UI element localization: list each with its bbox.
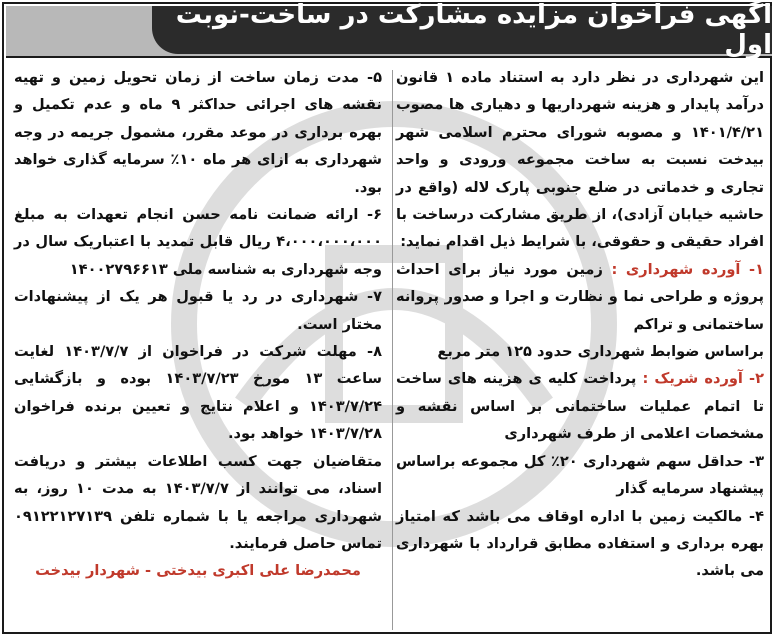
- right-column: [396, 64, 764, 630]
- item-6: ۶- ارائه ضمانت نامه حسن انجام تعهدات به مبلغ ۴،۰۰۰،۰۰۰،۰۰۰ ریال قابل تمدید با اعتباریک سال در وجه شهرداری به شناسه ملی ۱۴۰۰۲۷۹۶۶۱۳: [14, 206, 382, 278]
- item-7: ۷- شهرداری در رد یا قبول هر یک از پیشنهادات مختار است.: [14, 288, 382, 333]
- column-divider: [392, 70, 393, 630]
- item-2: [396, 365, 764, 447]
- item-1-extra: براساس ضوابط شهرداری حدود ۱۲۵ متر مربع: [437, 343, 764, 361]
- title-band: [6, 0, 772, 60]
- item-1-text: زمین مورد نیاز برای احداث پروژه و طراحی نما و نظارت و اجرا و صدور پروانه ساختمانی و تراکم: [396, 260, 764, 333]
- item-4: ۴- مالکیت زمین با اداره اوقاف می باشد که امتیاز بهره برداری و استفاده مطابق قرارداد با شهرداری می باشد.: [396, 507, 764, 580]
- signature: محمدرضا علی اکبری بیدختی - شهردار بیدخت: [35, 562, 361, 580]
- left-column: [14, 64, 382, 630]
- contact-paragraph: متقاضیان جهت کسب اطلاعات بیشتر و دریافت اسناد، می توانند از ۱۴۰۳/۷/۷ به مدت ۱۰ روز، به شهرداری مراجعه یا با شماره تلفن ۰۹۱۲۲۱۲۷۱۳۹ تماس حاصل فرمایند.: [14, 452, 382, 552]
- item-1: [396, 256, 764, 338]
- item-3: ۳- حداقل سهم شهرداری ۲۰٪ کل مجموعه براساس پیشنهاد سرمایه گذار: [396, 452, 764, 498]
- item-1-label: ۱- آورده شهرداری :: [611, 260, 764, 278]
- item-2-text: پرداخت کلیه ی هزینه های ساخت تا اتمام عملیات ساختمانی بر اساس نقشه و مشخصات اعلامی از طرف شهرداری: [396, 370, 764, 443]
- intro-paragraph: این شهرداری در نظر دارد به استناد ماده ۱ قانون درآمد پایدار و هزینه شهرداریها و دهیاری ها مصوب ۱۴۰۱/۴/۲۱ و مصوبه شورای محترم اسلامی شهر بیدخت نسبت به ساخت مجموعه ورودی و واحد تجاری و خدماتی در ضلع جنوبی پارک لاله (واقع در حاشیه خیابان آزادی)، از طریق مشارکت درساخت با افراد حقیقی و حقوقی، با شرایط ذیل اقدام نماید:: [396, 69, 765, 251]
- announcement-frame: [2, 2, 772, 634]
- announcement-title: آگهی فراخوان مزایده مشارکت در ساخت-نوبت اول: [152, 6, 772, 54]
- announcement-body: [10, 64, 770, 634]
- item-2-label: ۲- آورده شریک :: [642, 370, 764, 388]
- item-5: ۵- مدت زمان ساخت از زمان تحویل زمین و تهیه نقشه های اجرائی حداکثر ۹ ماه و عدم تکمیل و بهره برداری در موعد مقرر، مشمول جریمه در وجه شهرداری به ازای هر ماه ۱۰٪ سرمایه گذاری خواهد بود.: [14, 69, 382, 196]
- item-8: ۸- مهلت شرکت در فراخوان از ۱۴۰۳/۷/۷ لغایت ساعت ۱۳ مورخ ۱۴۰۳/۷/۲۳ بوده و بازگشایی ۱۴۰۳/۷/۲۴ و اعلام نتایج و تعیین برنده فراخوان ۱۴۰۳/۷/۲۸ خواهد بود.: [14, 343, 382, 443]
